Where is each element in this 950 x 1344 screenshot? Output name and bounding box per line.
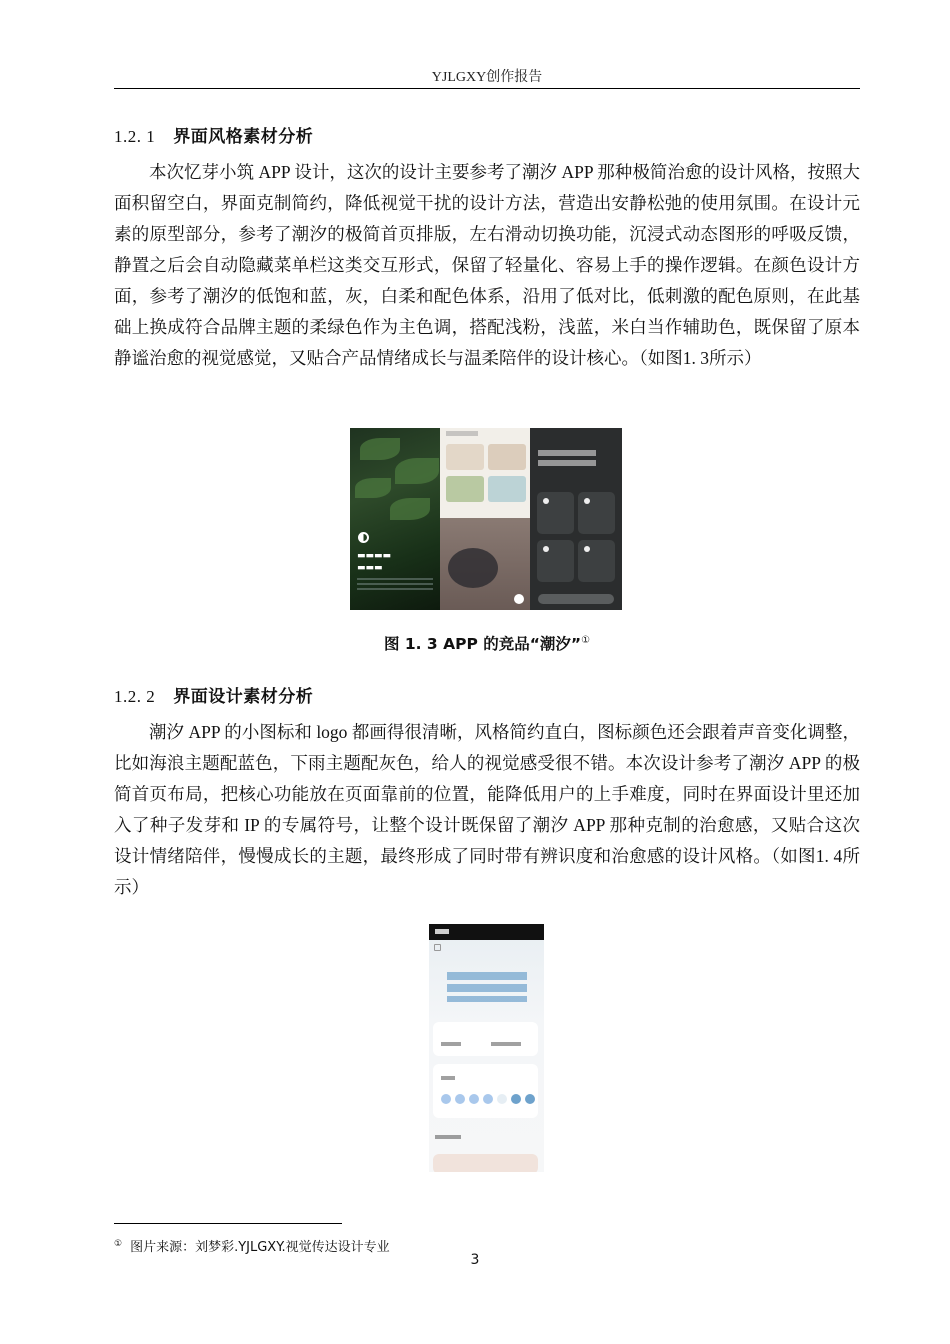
close-icon xyxy=(434,944,441,951)
stats-card xyxy=(433,1022,538,1056)
continue-button-graphic xyxy=(538,594,614,604)
app-screenshot-image xyxy=(429,924,544,1172)
status-bar xyxy=(429,924,544,940)
tide-logo-icon xyxy=(358,532,369,543)
body-paragraph-2: 潮汐 APP 的小图标和 logo 都画得很清晰，风格简约直白，图标颜色还会跟着声音变化调整，比如海浪主题配蓝色，下雨主题配灰色，给人的视觉感受很不错。本次设计参考了潮汐 APP 的极简首页布局，把核心功能放在页面靠前的位置，能降低用户的上手难度，同时在界面设计里还加入了种子发芽和 IP 的专属符号，让整个设计既保留了潮汐 APP 那种克制的治愈感，又贴合这次设计情绪陪伴，慢慢成长的主题，最终形成了同时带有辨识度和治愈感的设计风格。（如图1. 4所示） xyxy=(114,722,860,897)
page-number: 3 xyxy=(470,1252,480,1268)
hand-photo xyxy=(448,548,498,588)
footnote-text: 图片来源：刘梦彩.YJLGXY.视觉传达设计专业 xyxy=(130,1240,390,1255)
page-header: YJLGXY创作报告 xyxy=(114,66,860,89)
section-heading-2 xyxy=(114,682,313,707)
section-number: 1.2. 2 xyxy=(114,687,156,706)
forest-screen xyxy=(350,428,440,610)
screen-heading-graphic: ▬▬▬▬ ▬▬▬ xyxy=(357,551,392,573)
goal-screen xyxy=(530,428,622,610)
competitor-screenshots-image xyxy=(350,428,622,610)
section-title: 界面设计素材分析 xyxy=(173,687,314,707)
section-title: 界面风格素材分析 xyxy=(173,127,314,147)
heading-graphic xyxy=(447,972,527,1002)
section-number: 1.2. 1 xyxy=(114,127,156,146)
figure-caption-1 xyxy=(114,632,860,654)
streak-card xyxy=(433,1064,538,1118)
body-paragraph-1: 本次忆芽小筑 APP 设计，这次的设计主要参考了潮汐 APP 那种极简治愈的设计风格，按照大面积留空白，界面克制简约，降低视觉干扰的设计方法，营造出安静松弛的使用氛围。在设计元素的原型部分，参考了潮汐的极简首页排版，左右滑动切换功能，沉浸式动态图形的呼吸反馈，静置之后会自动隐藏菜单栏这类交互形式，保留了轻量化、容易上手的操作逻辑。在颜色设计方面，参考了潮汐的低饱和蓝，灰，白柔和配色体系，沿用了低对比，低刺激的配色原则，在此基础上换成符合品牌主题的柔绿色作为主色调，搭配浅粉，浅蓝，米白当作辅助色，既保留了原本静谧治愈的视觉感觉，又贴合产品情绪成长与温柔陪伴的设计核心。（如图1. 3所示） xyxy=(114,162,860,368)
diary-card xyxy=(433,1154,538,1172)
grid-screen xyxy=(440,428,530,610)
play-icon xyxy=(514,594,524,604)
footnote-ref: ① xyxy=(581,634,591,646)
footnote-divider xyxy=(114,1223,342,1224)
caption-text: 图 1. 3 APP 的竞品“潮汐” xyxy=(383,635,582,653)
footnote-mark: ① xyxy=(114,1238,123,1249)
section-heading-1 xyxy=(114,122,313,147)
